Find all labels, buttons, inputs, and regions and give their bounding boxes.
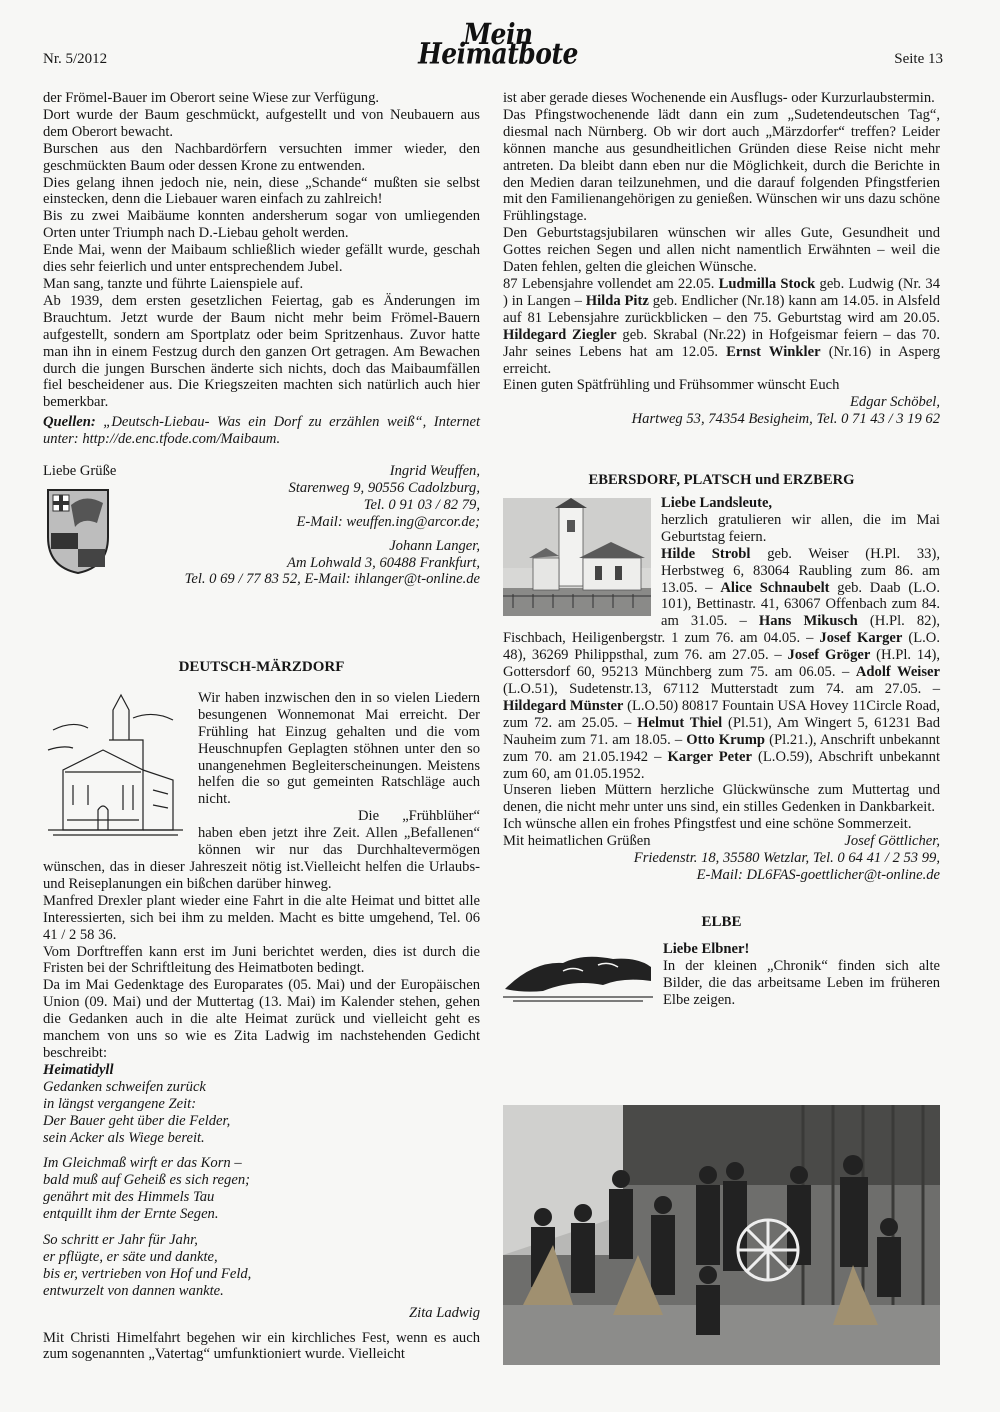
person-name: Alice Schnaubelt — [720, 579, 830, 596]
text-paragraph: Manfred Drexler plant wieder eine Fahrt in die alte Heimat und bittet alle Interessierten, sich bei ihm zu melden. Macht es bitte umgehend, Tel. 06 41 / 2 58 36. — [43, 892, 480, 943]
left-column — [43, 90, 480, 1363]
church-photo — [503, 498, 651, 616]
text-paragraph: Ende Mai, wenn der Maibaum schließlich wieder gefällt wurde, geschah dies sehr feierlich und unter entsprechendem Jubel. — [43, 242, 480, 276]
text-paragraph: Unseren lieben Müttern herzliche Glückwünsche zum Muttertag und denen, die nicht mehr unter uns sind, ein stilles Gedenken in Dankbarkeit. — [503, 782, 940, 816]
church-sketch — [43, 690, 188, 840]
text-paragraph: Bis zu zwei Maibäume konnten andersherum sogar von umliegenden Orten unter Triumph nach D.-Liebau geholt werden. — [43, 208, 480, 242]
landscape-sketch-icon — [503, 941, 653, 1005]
person-name: Hans Mikusch — [758, 613, 858, 630]
text-run: geb. Daab (L.O. 101), Bettinastr. 41, 63067 Offenbach zum 84. am 31.05. – — [661, 579, 940, 630]
poem-line: sein Acker als Wiege bereit. — [43, 1129, 205, 1146]
farmers-group-photo-icon — [503, 1105, 940, 1365]
text-paragraph: Dort wurde der Baum geschmückt, aufgestellt und von Neubauern aus dem Oberort bewacht. — [43, 106, 480, 140]
sig-phone-email: Tel. 0 69 / 77 83 52, E-Mail: ihlanger@t-online.de — [184, 571, 480, 588]
greeting: Liebe Grüße — [43, 463, 117, 480]
poem-line: So schritt er Jahr für Jahr, — [43, 1232, 198, 1249]
text-run: (L.O.50) 80817 Fountain USA Hovey 11Circle Road, zum 72. am 25.05. – — [503, 697, 940, 731]
text-run: (L.O.59), Abschrift unbekannt zum 60, am 01.05.1952. — [503, 748, 940, 782]
issue-number: Nr. 5/2012 — [43, 51, 108, 67]
text-paragraph: Vom Dorftreffen kann erst im Juni berichtet werden, dies ist durch die Fristen bei der Schriftleitung des Heimatboten bedingt. — [43, 943, 480, 977]
text-paragraph: ist aber gerade dieses Wochenende ein Ausflugs- oder Kurzurlaubstermin. — [503, 90, 935, 106]
person-name: Josef Karger — [819, 630, 903, 647]
greeting: Liebe Landsleute, — [661, 495, 773, 512]
sig-address: Am Lohwald 3, 60488 Frankfurt, — [287, 554, 480, 571]
text-run: (L.O.51), Sudetenstr.13, 67112 Mutterstadt zum 74. am 27.05. – — [503, 681, 940, 697]
person-name: Hildegard Münster — [503, 697, 624, 714]
text-paragraph: Dies gelang ihnen jedoch nie, nein, diese „Schande“ mußten sie selbst einstecken, denn die Liebauer waren einfach zu zahlreich! — [43, 174, 480, 208]
person-name: Ludmilla Stock — [718, 275, 816, 292]
person-name: Hilde Strobl — [661, 545, 751, 562]
signature-name: Josef Göttlicher, — [844, 833, 940, 850]
signature-email: E-Mail: DL6FAS-goettlicher@t-online.de — [696, 867, 940, 884]
poem-line: in längst vergangene Zeit: — [43, 1095, 197, 1112]
poem-line: Der Bauer geht über die Felder, — [43, 1112, 231, 1129]
signature-address: Hartweg 53, 74354 Besigheim, Tel. 0 71 43 / 3 19 62 — [631, 411, 940, 428]
section-title-elbe: ELBE — [701, 913, 742, 930]
text-paragraph: In der kleinen „Chronik“ finden sich alte Bilder, die das arbeitsame Leben im früheren Elbe zeigen. — [663, 957, 940, 1008]
sig-email: E-Mail: weuffen.ing@arcor.de; — [296, 513, 480, 530]
signature-name: Edgar Schöbel, — [850, 394, 940, 411]
person-name: Karger Peter — [667, 748, 752, 765]
poem-line: er pflügte, er säte und dankte, — [43, 1248, 218, 1265]
text-paragraph: Den Geburtstagsjubilaren wünschen wir alles Gute, Gesundheit und Gottes reichen Segen und allen nicht namentlich Erwähnten – weil die Daten fehlen, gelten die gleichen Wünsche. — [503, 225, 940, 276]
poem-author: Zita Ladwig — [409, 1304, 480, 1321]
sources-note — [43, 414, 480, 448]
poem-line: entquillt ihm der Ernte Segen. — [43, 1206, 219, 1223]
greeting: Liebe Elbner! — [663, 940, 750, 957]
text-paragraph: der Frömel-Bauer im Oberort seine Wiese zur Verfügung. — [43, 90, 380, 106]
sig-address: Starenweg 9, 90556 Cadolzburg, — [288, 479, 480, 496]
church-photo-icon — [503, 498, 651, 616]
page-number: Seite 13 — [894, 51, 943, 67]
text-run: geb. Weiser (H.Pl. 33), Herbstweg 6, 83064 Raubling zum 86. am 13.05. – — [661, 545, 940, 596]
poem-line: bis er, vertrieben von Hof und Feld, — [43, 1265, 252, 1282]
text-paragraph: Man sang, tanzte und führte Laienspiele auf. — [43, 275, 304, 292]
elbe-sketch — [503, 941, 653, 1005]
text-run: (Pl.21.), Anschrift unbekannt zum 70. am 21.05.1942 – — [503, 731, 940, 765]
person-name: Adolf Weiser — [855, 664, 940, 681]
text-paragraph: Ich wünsche allen ein frohes Pfingstfest und eine schöne Sommerzeit. — [503, 816, 912, 833]
person-name: Helmut Thiel — [637, 714, 723, 731]
text-paragraph: Da im Mai Gedenktage des Europarates (05. Mai) und der Europäischen Union (09. Mai) und der Muttertag (13. Mai) im Kalender stehen, gehen die Gedanken auch in die alte Heimat zurück und vielleicht geht es manchem von uns so wie es Zita Ladwig im nachstehenden Gedicht beschreibt: — [43, 977, 480, 1061]
text-run: (Pl.51), Am Wingert 5, 61231 Bad Nauheim zum 71. am 18.05. – — [503, 714, 940, 748]
coat-of-arms-icon — [45, 487, 111, 575]
masthead-logo: Mein Heimatbote — [418, 17, 578, 71]
sig-phone: Tel. 0 91 03 / 82 79, — [363, 496, 480, 513]
right-column — [503, 90, 940, 1009]
page-header — [0, 0, 1000, 80]
church-sketch-icon — [43, 690, 188, 840]
text-paragraph: Das Pfingstwochenende lädt dann ein zum „Sudetendeutschen Tag“, diesmal nach Nürnberg. Ob wir dort auch „Märzdorfer“ treffen? Leider können manche aus gesundheitlichen Gründen diese Reise nicht mehr antreten. Da bleibt dann eben nur die Möglichkeit, durch die Berichte in den Medien daran teilzunehmen, und die darauf folgenden Pfingstferien mit den Familienangehörigen zu genießen. Wünschen wir uns dazu schöne Frühlingstage. — [503, 106, 940, 225]
person-name: Hildegard Ziegler — [503, 326, 617, 343]
sig-name: Johann Langer, — [389, 537, 480, 554]
text-run: (H.Pl. 82), Fischbach, Heiligenbergstr. 1 zum 76. am 04.05. – — [503, 613, 940, 647]
sources-text: „Deutsch-Liebau- Was ein Dorf zu erzählen weiß“, Internet unter: http://de.enc.tfode.com/Maibaum. — [43, 414, 481, 448]
text-run: 87 Lebensjahre vollendet am 22.05. — [503, 275, 719, 292]
closing-line: Einen guten Spätfrühling und Frühsommer wünscht Euch — [503, 377, 840, 394]
text-paragraph: herzlich gratulieren wir allen, die im Mai Geburtstag feiern. — [661, 511, 940, 545]
text-paragraph: Burschen aus den Nachbardörfern versuchten immer wieder, den geschmückten Baum oder dessen Krone zu entwenden. — [43, 140, 480, 174]
poem — [43, 1062, 480, 1300]
signature-weuffen — [185, 463, 480, 588]
section-title-ebersdorf: EBERSDORF, PLATSCH und ERZBERG — [588, 472, 855, 489]
poem-line: Gedanken schweifen zurück — [43, 1078, 206, 1095]
sig-name: Ingrid Weuffen, — [389, 463, 480, 480]
text-run: (H.Pl. 14), Gottersdorf 60, 95213 Münchberg zum 75. am 06.05. – — [503, 647, 940, 681]
poem-line: entwurzelt von dannen wankte. — [43, 1282, 224, 1299]
text-run: geb. Skrabal (Nr.22) in Hofgeismar feiern – das 70. Jahr seines Lebens hat am 12.05. — [503, 326, 940, 360]
text-run: geb. Endlicher (Nr.18) kann am 14.05. in Alsfeld auf 81 Lebensjahre zurückblicken – den 75. Geburtstag wird am 20.05. — [503, 292, 940, 326]
person-name: Hilda Pitz — [585, 292, 649, 309]
signature-address: Friedenstr. 18, 35580 Wetzlar, Tel. 0 64 41 / 2 53 99, — [633, 850, 940, 867]
poem-title: Heimatidyll — [43, 1061, 114, 1078]
poem-line: Im Gleichmaß wirft er das Korn – — [43, 1155, 242, 1172]
historical-photo — [503, 1105, 940, 1365]
text-run: (Nr.16) in Asperg erreicht. — [503, 343, 940, 377]
text-paragraph: Ab 1939, dem ersten gesetzlichen Feiertag, gab es Änderungen im Brauchtum. Jetzt wurde der Baum nicht mehr beim Frömel-Bauern aufgestellt, sondern am Sportplatz oder beim Spritzenhaus. Zuvor hatte man ihn in einem Festzug durch den ganzen Ort getragen. Am Bewachen durch die jungen Burschen änderte sich nichts, doch das Maibaumfällen fiel bescheidener aus. Die Kriegszeiten machten sich natürlich auch hier bemerkbar. — [43, 292, 480, 411]
text-run: geb. Ludwig (Nr. 34 ) in Langen – — [503, 275, 940, 309]
text-paragraph: Die „Frühblüher“ haben eben jetzt ihre Zeit. Allen „Befallenen“ können wir nur das Durchhaltevermögen wünschen, das in dieser Jahreszeit nötig ist.Vielleicht helfen die Urlaubs- und Reiseplanungen ein bißchen darüber hinweg. — [43, 808, 480, 892]
section-title-deutsch-maerzdorf: DEUTSCH-MÄRZDORF — [178, 659, 345, 676]
birthday-paragraph — [503, 276, 940, 377]
text-run: (L.O. 48), 36269 Philippsthal, zum 76. am 27.05. – — [503, 630, 940, 664]
signature-block — [43, 463, 480, 621]
person-name: Otto Krump — [686, 731, 766, 748]
text-paragraph: Mit Christi Himelfahrt begehen wir ein kirchliches Fest, wenn es auch zum sogenannten „Vatertag“ umfunktioniert wurde. Vielleicht — [43, 1329, 480, 1363]
person-name: Ernst Winkler — [726, 343, 821, 360]
person-name: Josef Gröger — [787, 647, 871, 664]
regards: Mit heimatlichen Grüßen — [503, 833, 651, 850]
text-paragraph: Wir haben inzwischen den in so vielen Liedern besungenen Wonnemonat Mai erreicht. Der Frühling hat Einzug gehalten und die vom Heuschnupfen Geplagten stöhnen unter den so unangenehmen Begleiterscheinungen. Meistens helfen die so gut gemeinten Ratschläge auch nicht. — [198, 689, 480, 808]
poem-line: bald muß auf Geheiß es sich regen; — [43, 1172, 250, 1189]
signature-line — [503, 833, 940, 850]
poem-line: genährt mit des Himmels Tau — [43, 1189, 215, 1206]
sources-label: Quellen: — [43, 414, 96, 431]
